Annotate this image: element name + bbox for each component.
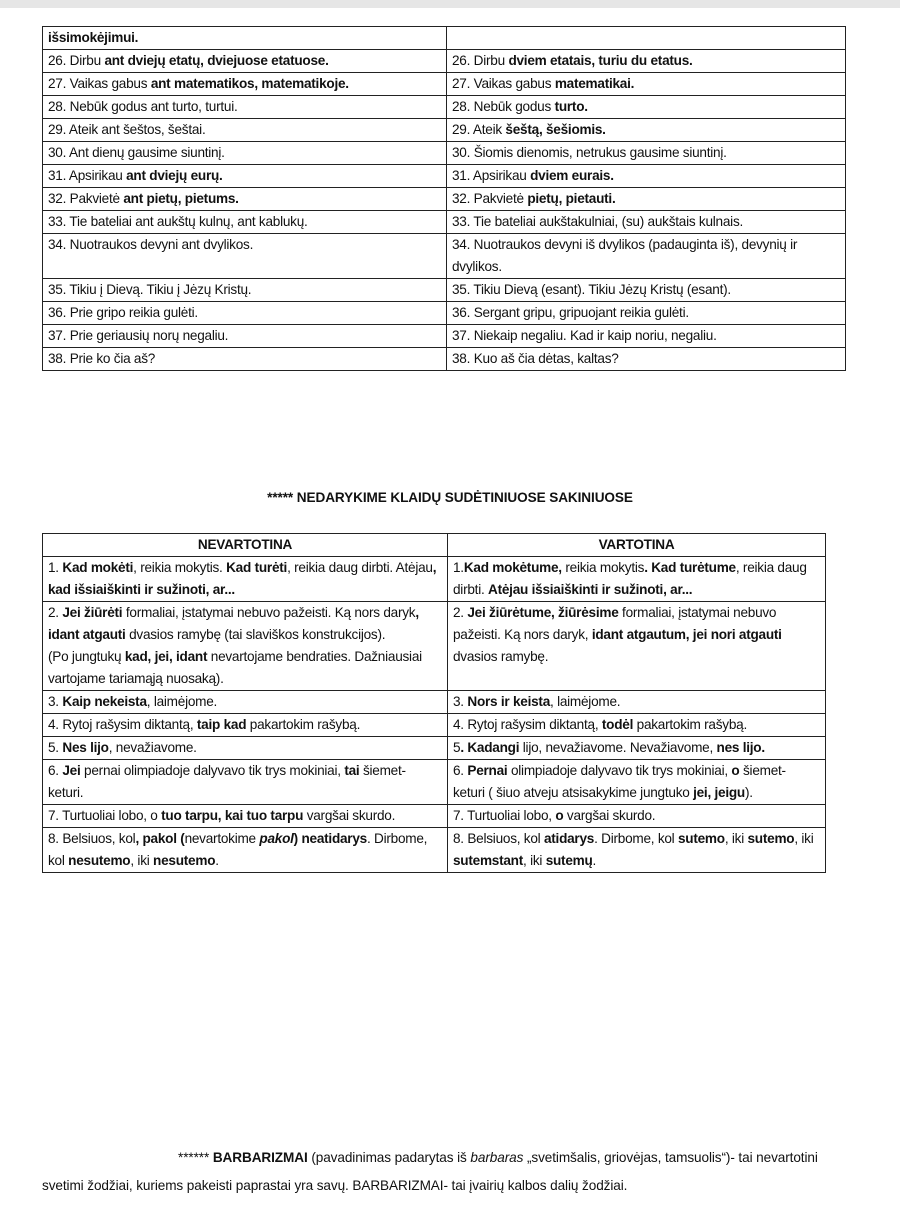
text-run: . Kadangi xyxy=(460,740,520,755)
text-run: dvasios ramybę (tai slaviškos konstrukcijos). xyxy=(125,627,386,642)
text-run: 30. xyxy=(452,145,474,160)
text-run: Kaip nekeista xyxy=(62,694,147,709)
text-run: idant atgautum, jei nori atgauti xyxy=(591,627,782,642)
text-run: sutemo xyxy=(747,831,795,846)
correct-usage-cell xyxy=(448,828,826,873)
text-run: 8. Belsiuos, kol xyxy=(48,831,136,846)
text-run: Nors ir keista xyxy=(467,694,551,709)
text-run: dvasios ramybę. xyxy=(453,649,549,664)
correct-usage-cell xyxy=(447,302,846,325)
text-run: Sergant gripu, gripuojant xyxy=(473,305,617,320)
text-run: o xyxy=(555,808,564,823)
text-run: 1. xyxy=(453,560,464,575)
incorrect-usage-cell xyxy=(43,602,448,691)
incorrect-usage-cell xyxy=(43,211,447,234)
text-run: 34. Nuotraukos devyni xyxy=(452,237,586,252)
text-run: (esant). Tikiu xyxy=(537,282,619,297)
text-run: pakol xyxy=(259,831,294,846)
text-run: 31. Apsirikau xyxy=(452,168,531,183)
text-run: lijo, nevažiavome. Nevažiavome, xyxy=(519,740,717,755)
text-run: (pavadinimas padarytas iš xyxy=(307,1149,471,1165)
text-run: , laimėjome. xyxy=(146,694,218,709)
incorrect-usage-cell xyxy=(43,73,447,96)
text-run: Niekaip xyxy=(473,328,518,343)
incorrect-usage-cell xyxy=(43,348,447,371)
text-run: . xyxy=(201,122,206,137)
text-run: 34. Nuotraukos devyni xyxy=(48,237,182,252)
table-row xyxy=(43,805,826,828)
table-row xyxy=(43,828,826,873)
table-row xyxy=(43,760,826,805)
table-row xyxy=(43,714,826,737)
prepositions-table xyxy=(42,26,846,371)
text-run: dviem eurais. xyxy=(530,168,614,183)
text-run: 37. xyxy=(452,328,474,343)
text-run: 28. Nebūk godus xyxy=(48,99,151,114)
correct-usage-cell xyxy=(447,73,846,96)
header-vartotina: VARTOTINA xyxy=(448,534,826,557)
text-run: 3. xyxy=(453,694,468,709)
text-run: šiemet- keturi. xyxy=(48,763,406,800)
correct-usage-cell xyxy=(448,737,826,760)
text-run: , reikia mokytis. xyxy=(133,560,227,575)
correct-usage-cell xyxy=(448,805,826,828)
incorrect-usage-cell xyxy=(43,50,447,73)
text-run: 33. Tie bateliai xyxy=(48,214,136,229)
text-run: , iki xyxy=(523,853,546,868)
text-run: o xyxy=(731,763,740,778)
table-row xyxy=(43,737,826,760)
text-run: nesutemo xyxy=(153,853,216,868)
text-run: , idant atgauti xyxy=(48,605,419,642)
text-run: Kad mokėtume, xyxy=(463,560,562,575)
correct-usage-cell xyxy=(447,96,846,119)
text-run: Prie geriausių norų xyxy=(69,328,180,343)
correct-usage-cell xyxy=(447,165,846,188)
text-run: , iki xyxy=(724,831,748,846)
text-run: reikia gulėti. xyxy=(616,305,689,320)
text-run: ant xyxy=(181,237,200,252)
text-run: kad, jei, idant xyxy=(124,649,208,664)
text-run: Pernai xyxy=(467,763,508,778)
text-run: vargšai skurdo. xyxy=(303,808,396,823)
text-run: Kuo aš čia dėtas, kaltas? xyxy=(473,351,619,366)
text-run: 2. xyxy=(48,605,63,620)
text-run: olimpiadoje dalyvavo tik trys mokiniai, xyxy=(507,763,732,778)
table-row xyxy=(43,279,846,302)
text-run: nesutemo xyxy=(68,853,131,868)
table-row xyxy=(43,325,846,348)
text-run: 26. Dirbu xyxy=(48,53,105,68)
text-run: turto. xyxy=(554,99,588,114)
incorrect-usage-cell xyxy=(43,760,448,805)
incorrect-usage-cell xyxy=(43,737,448,760)
table-row xyxy=(43,211,846,234)
text-run: , reikia daug dirbti. Atėjau xyxy=(287,560,433,575)
table-row xyxy=(43,188,846,211)
text-run: , pakol ( xyxy=(135,831,185,846)
text-run: . xyxy=(304,214,308,229)
text-run: 35. Tikiu xyxy=(452,282,504,297)
text-run: vargšai skurdo. xyxy=(563,808,656,823)
table-row xyxy=(43,557,826,602)
text-run: Ant dienų xyxy=(68,145,125,160)
text-run: ant šeštos, šeštai xyxy=(101,122,202,137)
correct-usage-cell xyxy=(447,279,846,302)
correct-usage-cell xyxy=(447,119,846,142)
text-run: 36. xyxy=(48,305,70,320)
text-run: 29. Ateik xyxy=(452,122,506,137)
table-row xyxy=(43,119,846,142)
text-run: 27. Vaikas gabus xyxy=(48,76,151,91)
text-run: 30. xyxy=(48,145,69,160)
text-run: formaliai, įstatymai nebuvo pažeisti. Ką nors daryk xyxy=(122,605,416,620)
text-run: sutemstant xyxy=(453,853,524,868)
text-run: „svetimšalis, griovėjas, tamsuolis“)- tai nevartotini svetimi žodžiai, kuriems pakeisti paprastai yra savų. BARBARIZMAI- tai įvairių kalbos dalių žodžiai. xyxy=(42,1149,818,1193)
text-run: ant dviejų etatų, dviejuose etatuose. xyxy=(104,53,329,68)
text-run: Jei žiūrėtume, žiūrėsime xyxy=(467,605,619,620)
text-run: 6. xyxy=(453,763,468,778)
page-top-edge xyxy=(0,0,900,8)
table-row xyxy=(43,348,846,371)
text-run: 5. xyxy=(48,740,63,755)
text-run: . xyxy=(215,853,219,868)
correct-usage-cell xyxy=(447,348,846,371)
table-row xyxy=(43,96,846,119)
table-row xyxy=(43,302,846,325)
header-nevartotina: NEVARTOTINA xyxy=(43,534,448,557)
text-run: (Po jungtukų xyxy=(48,649,125,664)
text-run: 26. Dirbu xyxy=(452,53,509,68)
text-run: , reikia daug dirbti. xyxy=(453,560,807,597)
table-row xyxy=(43,165,846,188)
text-run: negaliu. xyxy=(517,328,570,343)
text-run: 6. xyxy=(48,763,63,778)
text-run: 3. xyxy=(48,694,63,709)
text-run: gausime siuntinį. xyxy=(124,145,225,160)
text-run: į xyxy=(177,282,180,297)
correct-usage-cell xyxy=(447,142,846,165)
text-run: 29. Ateik xyxy=(48,122,102,137)
text-run: formaliai, įstatymai nebuvo pažeisti. Ką nors daryk, xyxy=(453,605,777,642)
text-run: reikia mokytis xyxy=(561,560,645,575)
correct-usage-cell xyxy=(447,50,846,73)
text-run: Nes lijo xyxy=(62,740,109,755)
text-run: ir xyxy=(790,237,798,252)
incorrect-usage-cell xyxy=(43,302,447,325)
incorrect-usage-cell xyxy=(43,279,447,302)
text-run: , iki xyxy=(794,831,814,846)
text-run: jei, jeigu xyxy=(693,785,745,800)
text-run: barbaras xyxy=(470,1149,524,1165)
text-run: 32. Pakvietė xyxy=(452,191,528,206)
text-run: dvylikos. xyxy=(199,237,254,252)
text-run: ). xyxy=(744,785,753,800)
incorrect-usage-cell xyxy=(43,142,447,165)
text-run: 5 xyxy=(453,740,461,755)
correct-usage-cell xyxy=(447,27,846,50)
correct-usage-cell xyxy=(448,691,826,714)
text-run: pakartokim rašybą. xyxy=(246,717,361,732)
text-run: 37. xyxy=(48,328,70,343)
text-run: tuo tarpu, kai tuo tarpu xyxy=(161,808,304,823)
text-run: Kad ir kaip noriu xyxy=(569,328,664,343)
text-run: nevartokime xyxy=(184,831,260,846)
text-run: ****** xyxy=(178,1149,213,1165)
text-run: 38. xyxy=(48,351,70,366)
text-run: pakartokim rašybą. xyxy=(633,717,747,732)
text-run: 27. Vaikas gabus xyxy=(452,76,555,91)
table-row xyxy=(43,602,826,691)
text-run: (esant). xyxy=(683,282,731,297)
incorrect-usage-cell xyxy=(43,828,448,873)
text-run: Jėzų Kristų xyxy=(618,282,684,297)
correct-usage-cell xyxy=(448,602,826,691)
incorrect-usage-cell xyxy=(43,714,448,737)
text-run: taip kad xyxy=(196,717,247,732)
text-run: 1. xyxy=(48,560,63,575)
text-run: 8. Belsiuos, kol xyxy=(453,831,544,846)
text-run: sutemo xyxy=(677,831,725,846)
text-run: ant pietų, pietums. xyxy=(123,191,239,206)
text-run: Jėzų Kristų. xyxy=(179,282,252,297)
text-run: . Kad turėtume xyxy=(644,560,736,575)
correct-usage-cell xyxy=(448,760,826,805)
text-run: matematikai. xyxy=(554,76,635,91)
text-run: Dievą xyxy=(503,282,538,297)
text-run: gausime siuntinį. xyxy=(626,145,727,160)
text-run: negaliu. xyxy=(179,328,229,343)
text-run: Prie xyxy=(69,305,93,320)
text-run: ) xyxy=(293,831,298,846)
text-run: 7. Turtuoliai lobo, xyxy=(453,808,556,823)
text-run: . Dirbome, kol xyxy=(594,831,678,846)
text-run: neatidarys xyxy=(301,831,367,846)
incorrect-usage-cell xyxy=(43,119,447,142)
text-run: 4. Rytoj rašysim diktantą, xyxy=(453,717,602,732)
incorrect-usage-cell xyxy=(43,234,447,279)
text-run: todėl xyxy=(601,717,634,732)
correct-usage-cell xyxy=(448,714,826,737)
text-run: , laimėjome. xyxy=(550,694,621,709)
incorrect-usage-cell xyxy=(43,96,447,119)
text-run: . xyxy=(592,853,597,868)
text-run: pernai olimpiadoje dalyvavo tik trys mokiniai, xyxy=(80,763,345,778)
text-run: sutemų xyxy=(545,853,593,868)
text-run: BARBARIZMAI xyxy=(212,1149,308,1165)
text-run: nes lijo. xyxy=(716,740,765,755)
text-run: . xyxy=(739,214,744,229)
table-row xyxy=(43,142,846,165)
text-run: 4. Rytoj rašysim diktantą, xyxy=(48,717,197,732)
text-run: 35. Tikiu xyxy=(48,282,100,297)
text-run: , negaliu. xyxy=(663,328,717,343)
text-run: Atėjau išsiaiškinti ir sužinoti, ar... xyxy=(488,582,693,597)
text-run: Jei žiūrėti xyxy=(62,605,123,620)
text-run: gripo reikia gulėti. xyxy=(92,305,198,320)
text-run: 7. Turtuoliai lobo, o xyxy=(48,808,162,823)
text-run: šeštą, šešiomis. xyxy=(505,122,606,137)
text-run: Jei xyxy=(62,763,81,778)
table-row xyxy=(43,691,826,714)
compound-sentences-table xyxy=(42,533,826,873)
text-run: į xyxy=(99,282,103,297)
text-run: , nevažiavome. xyxy=(108,740,197,755)
text-run: tai xyxy=(344,763,360,778)
text-run: dvylikos. xyxy=(452,259,502,274)
text-run: 38. xyxy=(452,351,474,366)
text-run: atidarys xyxy=(543,831,595,846)
text-run: Šiomis dienomis, netrukus xyxy=(473,145,627,160)
correct-usage-cell xyxy=(447,211,846,234)
text-run: aukštakulniai, (su) aukštais kulnais xyxy=(539,214,740,229)
text-run: 31. Apsirikau xyxy=(48,168,127,183)
barbarisms-paragraph xyxy=(42,1144,862,1200)
incorrect-usage-cell xyxy=(43,557,448,602)
text-run: išsimokėjimui. xyxy=(48,30,139,45)
table-row xyxy=(43,27,846,50)
text-run: 33. Tie bateliai xyxy=(452,214,540,229)
text-run: ant dviejų eurų. xyxy=(126,168,223,183)
correct-usage-cell xyxy=(448,557,826,602)
text-run: pietų, pietauti. xyxy=(527,191,616,206)
text-run: 28. Nebūk godus xyxy=(452,99,555,114)
incorrect-usage-cell xyxy=(43,27,447,50)
text-run: . Dirbome, kol xyxy=(48,831,428,868)
correct-usage-cell xyxy=(447,325,846,348)
text-run: ant matematikos, matematikoje. xyxy=(150,76,349,91)
text-run: , iki xyxy=(130,853,154,868)
incorrect-usage-cell xyxy=(43,188,447,211)
text-run: dvylikos (padauginta iš), devynių xyxy=(594,237,791,252)
table-header-row xyxy=(43,534,826,557)
text-run: Dievą. Tikiu xyxy=(102,282,177,297)
text-run: iš xyxy=(585,237,595,252)
text-run: Kad mokėti xyxy=(62,560,134,575)
table-row xyxy=(43,234,846,279)
incorrect-usage-cell xyxy=(43,691,448,714)
incorrect-usage-cell xyxy=(43,325,447,348)
table-row xyxy=(43,73,846,96)
text-run: Kad turėti xyxy=(226,560,288,575)
text-run: nevartojame bendraties. Dažniausiai vartojame tariamąją nuosaką). xyxy=(48,649,422,686)
table-row xyxy=(43,50,846,73)
incorrect-usage-cell xyxy=(43,805,448,828)
text-run: 2. xyxy=(453,605,468,620)
incorrect-usage-cell xyxy=(43,165,447,188)
text-run: Prie ko čia aš? xyxy=(69,351,156,366)
text-run: 32. Pakvietė xyxy=(48,191,124,206)
section-heading: ***** NEDARYKIME KLAIDŲ SUDĖTINIUOSE SAKINIUOSE xyxy=(267,490,633,505)
text-run: , kad išsiaiškinti ir sužinoti, ar... xyxy=(48,560,437,597)
text-run: 36. xyxy=(452,305,474,320)
correct-usage-cell xyxy=(447,188,846,211)
text-run: dviem etatais, turiu du etatus. xyxy=(508,53,693,68)
text-run: ant aukštų kulnų, ant kablukų xyxy=(135,214,305,229)
text-run: ant turto, turtui xyxy=(150,99,234,114)
text-run: . xyxy=(233,99,238,114)
correct-usage-cell xyxy=(447,234,846,279)
text-run: šiemet- keturi ( šiuo atveju atsisakykime jungtuko xyxy=(453,763,786,800)
